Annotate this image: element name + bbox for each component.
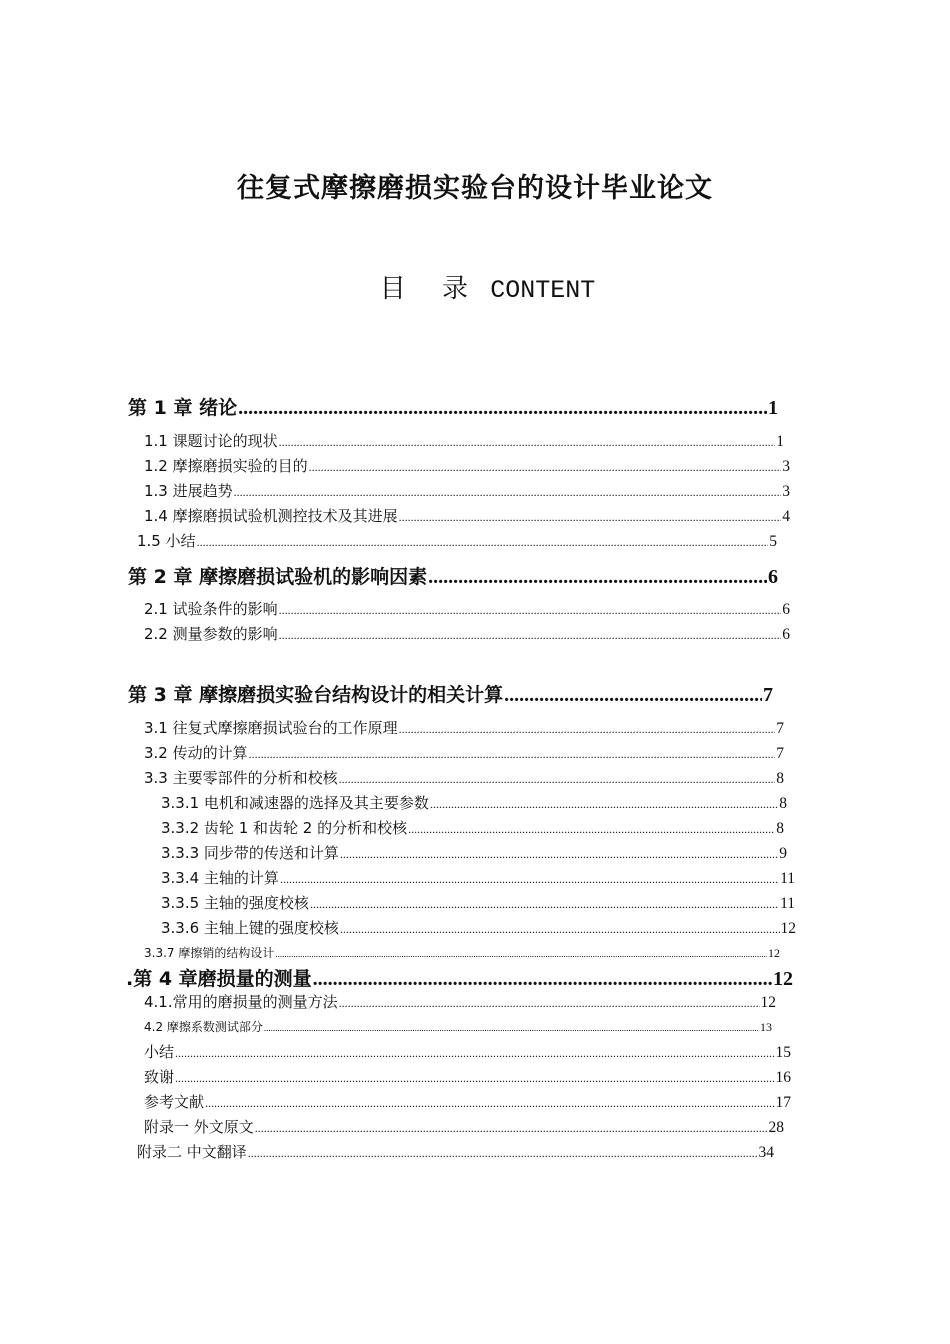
toc-entry-label: 4.1.常用的磨损量的测量方法 (144, 993, 338, 1011)
toc-entry-label: 3.3.3 同步带的传送和计算 (161, 844, 339, 862)
toc-entry-label: 2.1 试验条件的影响 (144, 600, 278, 618)
toc-leader-dots (339, 996, 760, 1011)
toc-leader-dots (279, 603, 782, 618)
toc-entry-3-3-3[interactable] (161, 842, 787, 863)
toc-entry-page: 6 (768, 566, 778, 588)
toc-entry-label: 1.5 小结 (137, 532, 196, 550)
toc-entry-label: 附录二 中文翻译 (137, 1143, 247, 1161)
toc-leader-dots (340, 847, 778, 862)
toc-leader-dots (249, 747, 776, 762)
toc-entry-chapter-1[interactable] (128, 393, 778, 420)
toc-entry-3-3-6[interactable] (161, 917, 796, 938)
toc-heading (0, 268, 950, 305)
toc-leader-dots (255, 1121, 768, 1136)
toc-entry-references[interactable] (144, 1091, 791, 1112)
toc-entry-label: .第 4 章磨损量的测量 (126, 968, 312, 990)
toc-entry-page: 3 (782, 458, 790, 475)
toc-entry-2-1[interactable] (144, 598, 790, 619)
toc-entry-label: 1.2 摩擦磨损实验的目的 (144, 457, 308, 475)
toc-entry-label: 1.3 进展趋势 (144, 482, 233, 500)
toc-leader-dots (408, 822, 775, 837)
toc-entry-1-4[interactable] (144, 505, 790, 526)
toc-entry-summary[interactable] (144, 1041, 791, 1062)
toc-entry-3-1[interactable] (144, 717, 784, 738)
toc-leader-dots (340, 922, 780, 937)
toc-entry-label: 4.2 摩擦系数测试部分 (144, 1020, 263, 1034)
toc-leader-dots (279, 435, 776, 450)
toc-entry-label: 第 2 章 摩擦磨损试验机的影响因素 (128, 566, 428, 588)
toc-leader-dots (264, 1023, 759, 1033)
toc-leader-dots (399, 722, 776, 737)
toc-leader-dots (248, 1146, 758, 1161)
toc-entry-label: 附录一 外文原文 (144, 1118, 254, 1136)
toc-entry-label: 3.3.1 电机和减速器的选择及其主要参数 (161, 794, 429, 812)
toc-entry-1-3[interactable] (144, 480, 790, 501)
toc-entry-page: 34 (758, 1144, 774, 1161)
toc-entry-page: 15 (775, 1044, 791, 1061)
toc-entry-page: 17 (775, 1094, 791, 1111)
document-title: 往复式摩擦磨损实验台的设计毕业论文 (237, 173, 713, 204)
toc-leader-dots (399, 510, 782, 525)
toc-entry-appendix-2[interactable] (137, 1141, 774, 1162)
toc-entry-page: 6 (782, 626, 790, 643)
toc-leader-dots (313, 968, 772, 991)
toc-entry-chapter-4[interactable] (126, 964, 793, 991)
toc-entry-3-3-2[interactable] (161, 817, 784, 838)
toc-entry-page: 1 (768, 397, 778, 419)
toc-entry-3-3-5[interactable] (161, 892, 795, 913)
toc-entry-page: 11 (780, 895, 795, 912)
toc-leader-dots (275, 949, 767, 959)
toc-entry-page: 28 (768, 1119, 784, 1136)
toc-heading-en: CONTENT (490, 276, 596, 305)
toc-entry-1-1[interactable] (144, 430, 784, 451)
toc-leader-dots (234, 485, 782, 500)
toc-leader-dots (339, 772, 776, 787)
toc-leader-dots (279, 628, 782, 643)
toc-entry-label: 3.3.4 主轴的计算 (161, 869, 279, 887)
toc-heading-cn: 目 录 (379, 274, 482, 304)
toc-entry-4-2[interactable] (144, 1018, 772, 1035)
toc-entry-label: 3.1 往复式摩擦磨损试验台的工作原理 (144, 719, 398, 737)
toc-entry-label: 3.3.6 主轴上键的强度校核 (161, 919, 339, 937)
toc-entry-1-2[interactable] (144, 455, 790, 476)
toc-leader-dots (205, 1096, 774, 1111)
toc-leader-dots (430, 797, 778, 812)
toc-entry-3-3-4[interactable] (161, 867, 795, 888)
toc-entry-label: 1.1 课题讨论的现状 (144, 432, 278, 450)
toc-leader-dots (504, 684, 762, 707)
toc-leader-dots (175, 1071, 774, 1086)
toc-leader-dots (309, 460, 782, 475)
toc-entry-page: 12 (780, 920, 796, 937)
toc-entry-label: 小结 (144, 1043, 175, 1061)
toc-entry-page: 16 (775, 1069, 791, 1086)
toc-entry-label: 第 1 章 绪论 (128, 397, 238, 419)
toc-leader-dots (428, 566, 767, 589)
toc-entry-label: 第 3 章 摩擦磨损实验台结构设计的相关计算 (128, 684, 504, 706)
toc-entry-label: 3.3.2 齿轮 1 和齿轮 2 的分析和校核 (161, 819, 408, 837)
toc-entry-page: 8 (776, 820, 784, 837)
toc-entry-page: 4 (782, 508, 790, 525)
toc-entry-3-3-7[interactable] (144, 944, 780, 961)
toc-entry-label: 1.4 摩擦磨损试验机测控技术及其进展 (144, 507, 398, 525)
toc-entry-label: 3.2 传动的计算 (144, 744, 248, 762)
toc-entry-2-2[interactable] (144, 623, 790, 644)
toc-entry-3-3[interactable] (144, 767, 784, 788)
toc-entry-chapter-2[interactable] (128, 562, 778, 589)
toc-entry-label: 致谢 (144, 1068, 175, 1086)
toc-entry-label: 3.3.5 主轴的强度校核 (161, 894, 309, 912)
toc-entry-chapter-3[interactable] (128, 680, 773, 707)
toc-leader-dots (175, 1046, 774, 1061)
toc-entry-appendix-1[interactable] (144, 1116, 784, 1137)
toc-leader-dots (310, 897, 779, 912)
toc-entry-page: 7 (763, 684, 773, 706)
toc-entry-label: 2.2 测量参数的影响 (144, 625, 278, 643)
toc-entry-page: 7 (776, 720, 784, 737)
toc-leader-dots (197, 535, 769, 550)
toc-entry-page: 5 (769, 533, 777, 550)
toc-entry-page: 11 (780, 870, 795, 887)
toc-entry-page: 12 (760, 994, 776, 1011)
toc-entry-page: 8 (779, 795, 787, 812)
toc-entry-page: 13 (760, 1020, 772, 1034)
toc-entry-4-1[interactable] (144, 991, 776, 1012)
toc-entry-1-5[interactable] (137, 530, 777, 551)
toc-leader-dots (280, 872, 779, 887)
toc-entry-page: 8 (776, 770, 784, 787)
toc-entry-page: 7 (776, 745, 784, 762)
toc-entry-page: 12 (773, 968, 793, 990)
toc-entry-page: 6 (782, 601, 790, 618)
toc-entry-page: 12 (768, 946, 780, 960)
toc-entry-label: 参考文献 (144, 1093, 205, 1111)
toc-entry-page: 3 (782, 483, 790, 500)
toc-leader-dots (238, 397, 767, 420)
toc-entry-label: 3.3.7 摩擦销的结构设计 (144, 946, 275, 960)
toc-entry-label: 3.3 主要零部件的分析和校核 (144, 769, 338, 787)
toc-entry-acknowledgement[interactable] (144, 1066, 791, 1087)
toc-entry-page: 9 (779, 845, 787, 862)
toc-entry-3-2[interactable] (144, 742, 784, 763)
toc-entry-3-3-1[interactable] (161, 792, 787, 813)
toc-entry-page: 1 (776, 433, 784, 450)
